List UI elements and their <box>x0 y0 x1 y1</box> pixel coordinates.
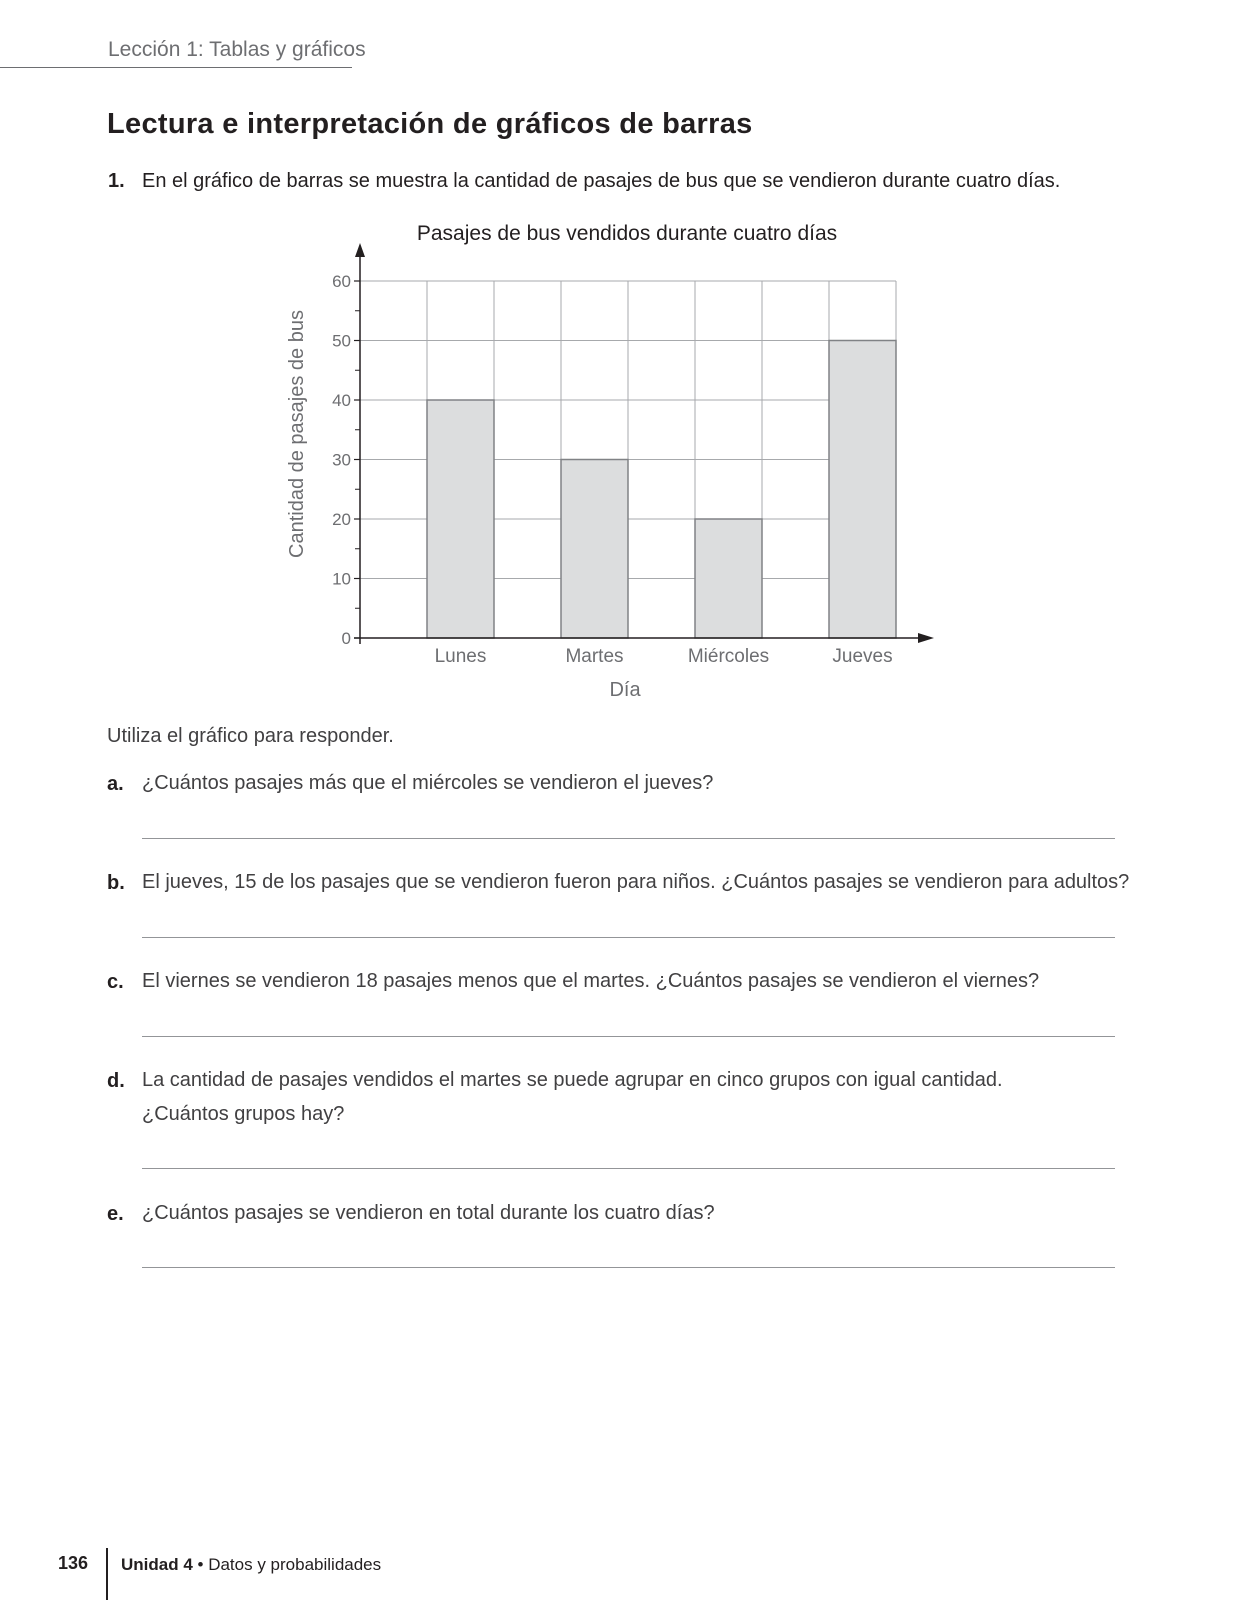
chart-title: Pasajes de bus vendidos durante cuatro días <box>416 222 838 245</box>
bar-martes <box>561 460 628 639</box>
y-axis-label: Cantidad de pasajes de bus <box>286 310 308 558</box>
footer-separator: • <box>192 1555 209 1574</box>
subquestion-letter: d. <box>107 1070 125 1092</box>
y-axis-arrow-icon <box>355 243 365 257</box>
x-axis-label: Día <box>609 679 641 701</box>
subquestion-text: El jueves, 15 de los pasajes que se vendieron fueron para niños. ¿Cuántos pasajes se vendieron para adultos? <box>142 871 1130 893</box>
subquestion-letter: e. <box>107 1203 124 1225</box>
subquestion-text: La cantidad de pasajes vendidos el martes se puede agrupar en cinco grupos con igual cantidad. <box>142 1069 1003 1091</box>
instruction-text: Utiliza el gráfico para responder. <box>107 725 394 747</box>
y-tick-label: 0 <box>341 629 351 648</box>
x-axis-arrow-icon <box>918 633 934 643</box>
answer-line-a[interactable] <box>142 838 1115 839</box>
unit-label: Unidad 4 <box>121 1555 193 1574</box>
subquestion-text: ¿Cuántos pasajes se vendieron en total durante los cuatro días? <box>142 1202 715 1224</box>
x-tick-label: Martes <box>565 646 624 667</box>
answer-line-c[interactable] <box>142 1036 1115 1037</box>
y-tick-label: 30 <box>332 450 351 470</box>
footer-unit <box>121 1555 381 1575</box>
footer-divider <box>106 1548 108 1600</box>
subquestion-letter: c. <box>107 971 124 993</box>
question-number: 1. <box>108 170 125 192</box>
chart-bars <box>427 341 896 639</box>
x-tick-label: Lunes <box>434 646 487 667</box>
page-number: 136 <box>58 1553 89 1573</box>
x-tick-label: Jueves <box>832 646 893 667</box>
bar-jueves <box>829 341 896 639</box>
y-tick-label: 10 <box>332 569 351 589</box>
subquestion-letter: b. <box>107 872 125 894</box>
unit-topic: Datos y probabilidades <box>208 1555 382 1574</box>
subquestion-text: ¿Cuántos grupos hay? <box>142 1103 345 1125</box>
answer-line-b[interactable] <box>142 937 1115 938</box>
bar-miércoles <box>695 519 762 638</box>
subquestion-letter: a. <box>107 773 124 795</box>
lesson-header: Lección 1: Tablas y gráficos <box>108 38 366 61</box>
subquestion-text: ¿Cuántos pasajes más que el miércoles se vendieron el jueves? <box>142 772 714 794</box>
question-text: En el gráfico de barras se muestra la cantidad de pasajes de bus que se vendieron durante cuatro días. <box>142 170 1061 192</box>
y-tick-label: 50 <box>332 331 351 351</box>
section-title: Lectura e interpretación de gráficos de barras <box>107 108 753 140</box>
answer-line-e[interactable] <box>142 1267 1115 1268</box>
y-tick-label: 40 <box>332 391 351 410</box>
x-tick-label: Miércoles <box>687 646 770 667</box>
y-tick-label: 60 <box>332 272 351 291</box>
subquestion-text: El viernes se vendieron 18 pasajes menos que el martes. ¿Cuántos pasajes se vendieron el viernes? <box>142 970 1040 992</box>
y-tick-label: 20 <box>332 510 351 529</box>
bar-lunes <box>427 400 494 638</box>
answer-line-d[interactable] <box>142 1168 1115 1169</box>
bar-chart <box>0 0 1245 720</box>
